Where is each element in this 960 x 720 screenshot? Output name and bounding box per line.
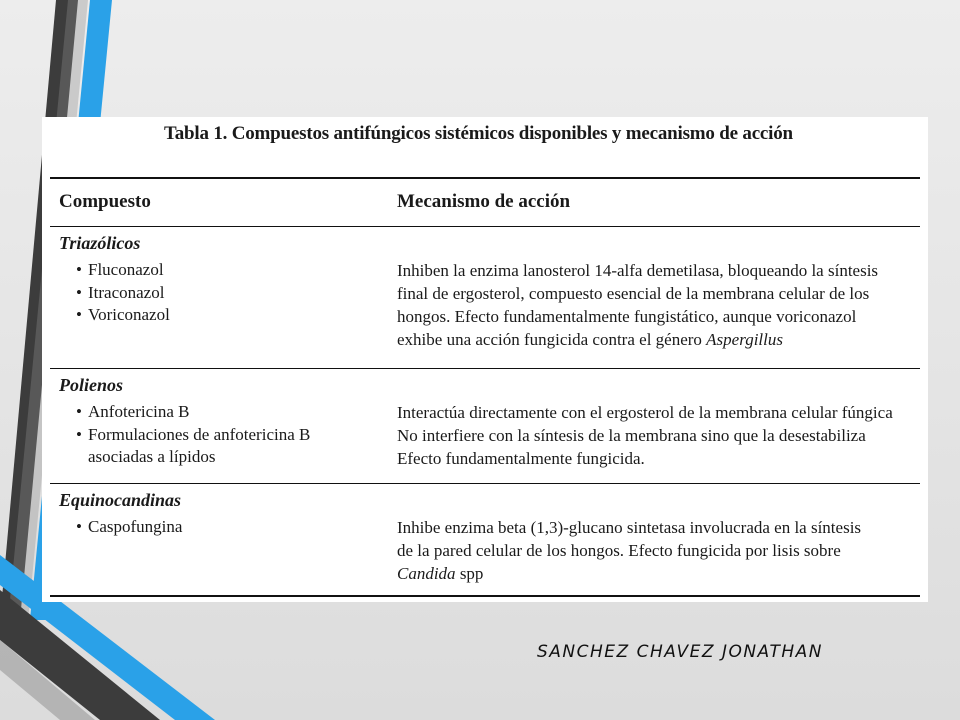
group-label: Triazólicos xyxy=(59,233,141,253)
list-item: • Itraconazol xyxy=(76,282,165,302)
list-item: • Voriconazol xyxy=(76,305,170,324)
antifungal-table xyxy=(42,117,928,602)
list-item: • Caspofungina xyxy=(76,517,183,536)
mechanism-text: Inhiben la enzima lanosterol 14-alfa demetilasa, bloqueando la síntesis final de ergosterol, compuesto esencial de la membrana celular de los hongos. Efecto fundamentalmente fungistático, aunque voriconazol exhibe una acción fungicida contra el género Aspergillus xyxy=(397,261,879,349)
group-rule xyxy=(50,483,920,484)
author-name: SANCHEZ CHAVEZ JONATHAN xyxy=(537,642,823,662)
group-equinocandinas xyxy=(50,490,920,595)
header-rule xyxy=(50,226,920,227)
list-item: • Formulaciones de anfotericina B asociadas a lípidos xyxy=(76,424,311,466)
compound-list xyxy=(72,516,392,539)
table-caption: Tabla 1. Compuestos antifúngicos sistémicos disponibles y mecanismo de acción xyxy=(164,123,793,144)
compound-list xyxy=(72,259,392,327)
top-rule xyxy=(50,177,920,179)
compound-list xyxy=(72,401,372,469)
mechanism-text: Interactúa directamente con el ergosterol de la membrana celular fúngica No interfiere con la síntesis de la membrana sino que la desestabiliza Efecto fundamentalmente fungicida. xyxy=(397,403,893,468)
bottom-rule xyxy=(50,595,920,597)
group-label: Polienos xyxy=(59,375,124,395)
list-item: • Fluconazol xyxy=(76,260,164,279)
group-polienos xyxy=(50,375,920,485)
header-mechanism: Mecanismo de acción xyxy=(397,191,571,212)
group-rule xyxy=(50,368,920,369)
header-compound: Compuesto xyxy=(59,191,151,212)
list-item: • Anfotericina B xyxy=(76,402,190,421)
mechanism-text: Inhibe enzima beta (1,3)-glucano sintetasa involucrada en la síntesis de la pared celular de los hongos. Efecto fungicida por lisis sobre Candida spp xyxy=(397,518,862,583)
group-label: Equinocandinas xyxy=(59,490,182,510)
group-triazolicos xyxy=(50,233,920,363)
stripe-dark-bottom xyxy=(0,590,160,720)
